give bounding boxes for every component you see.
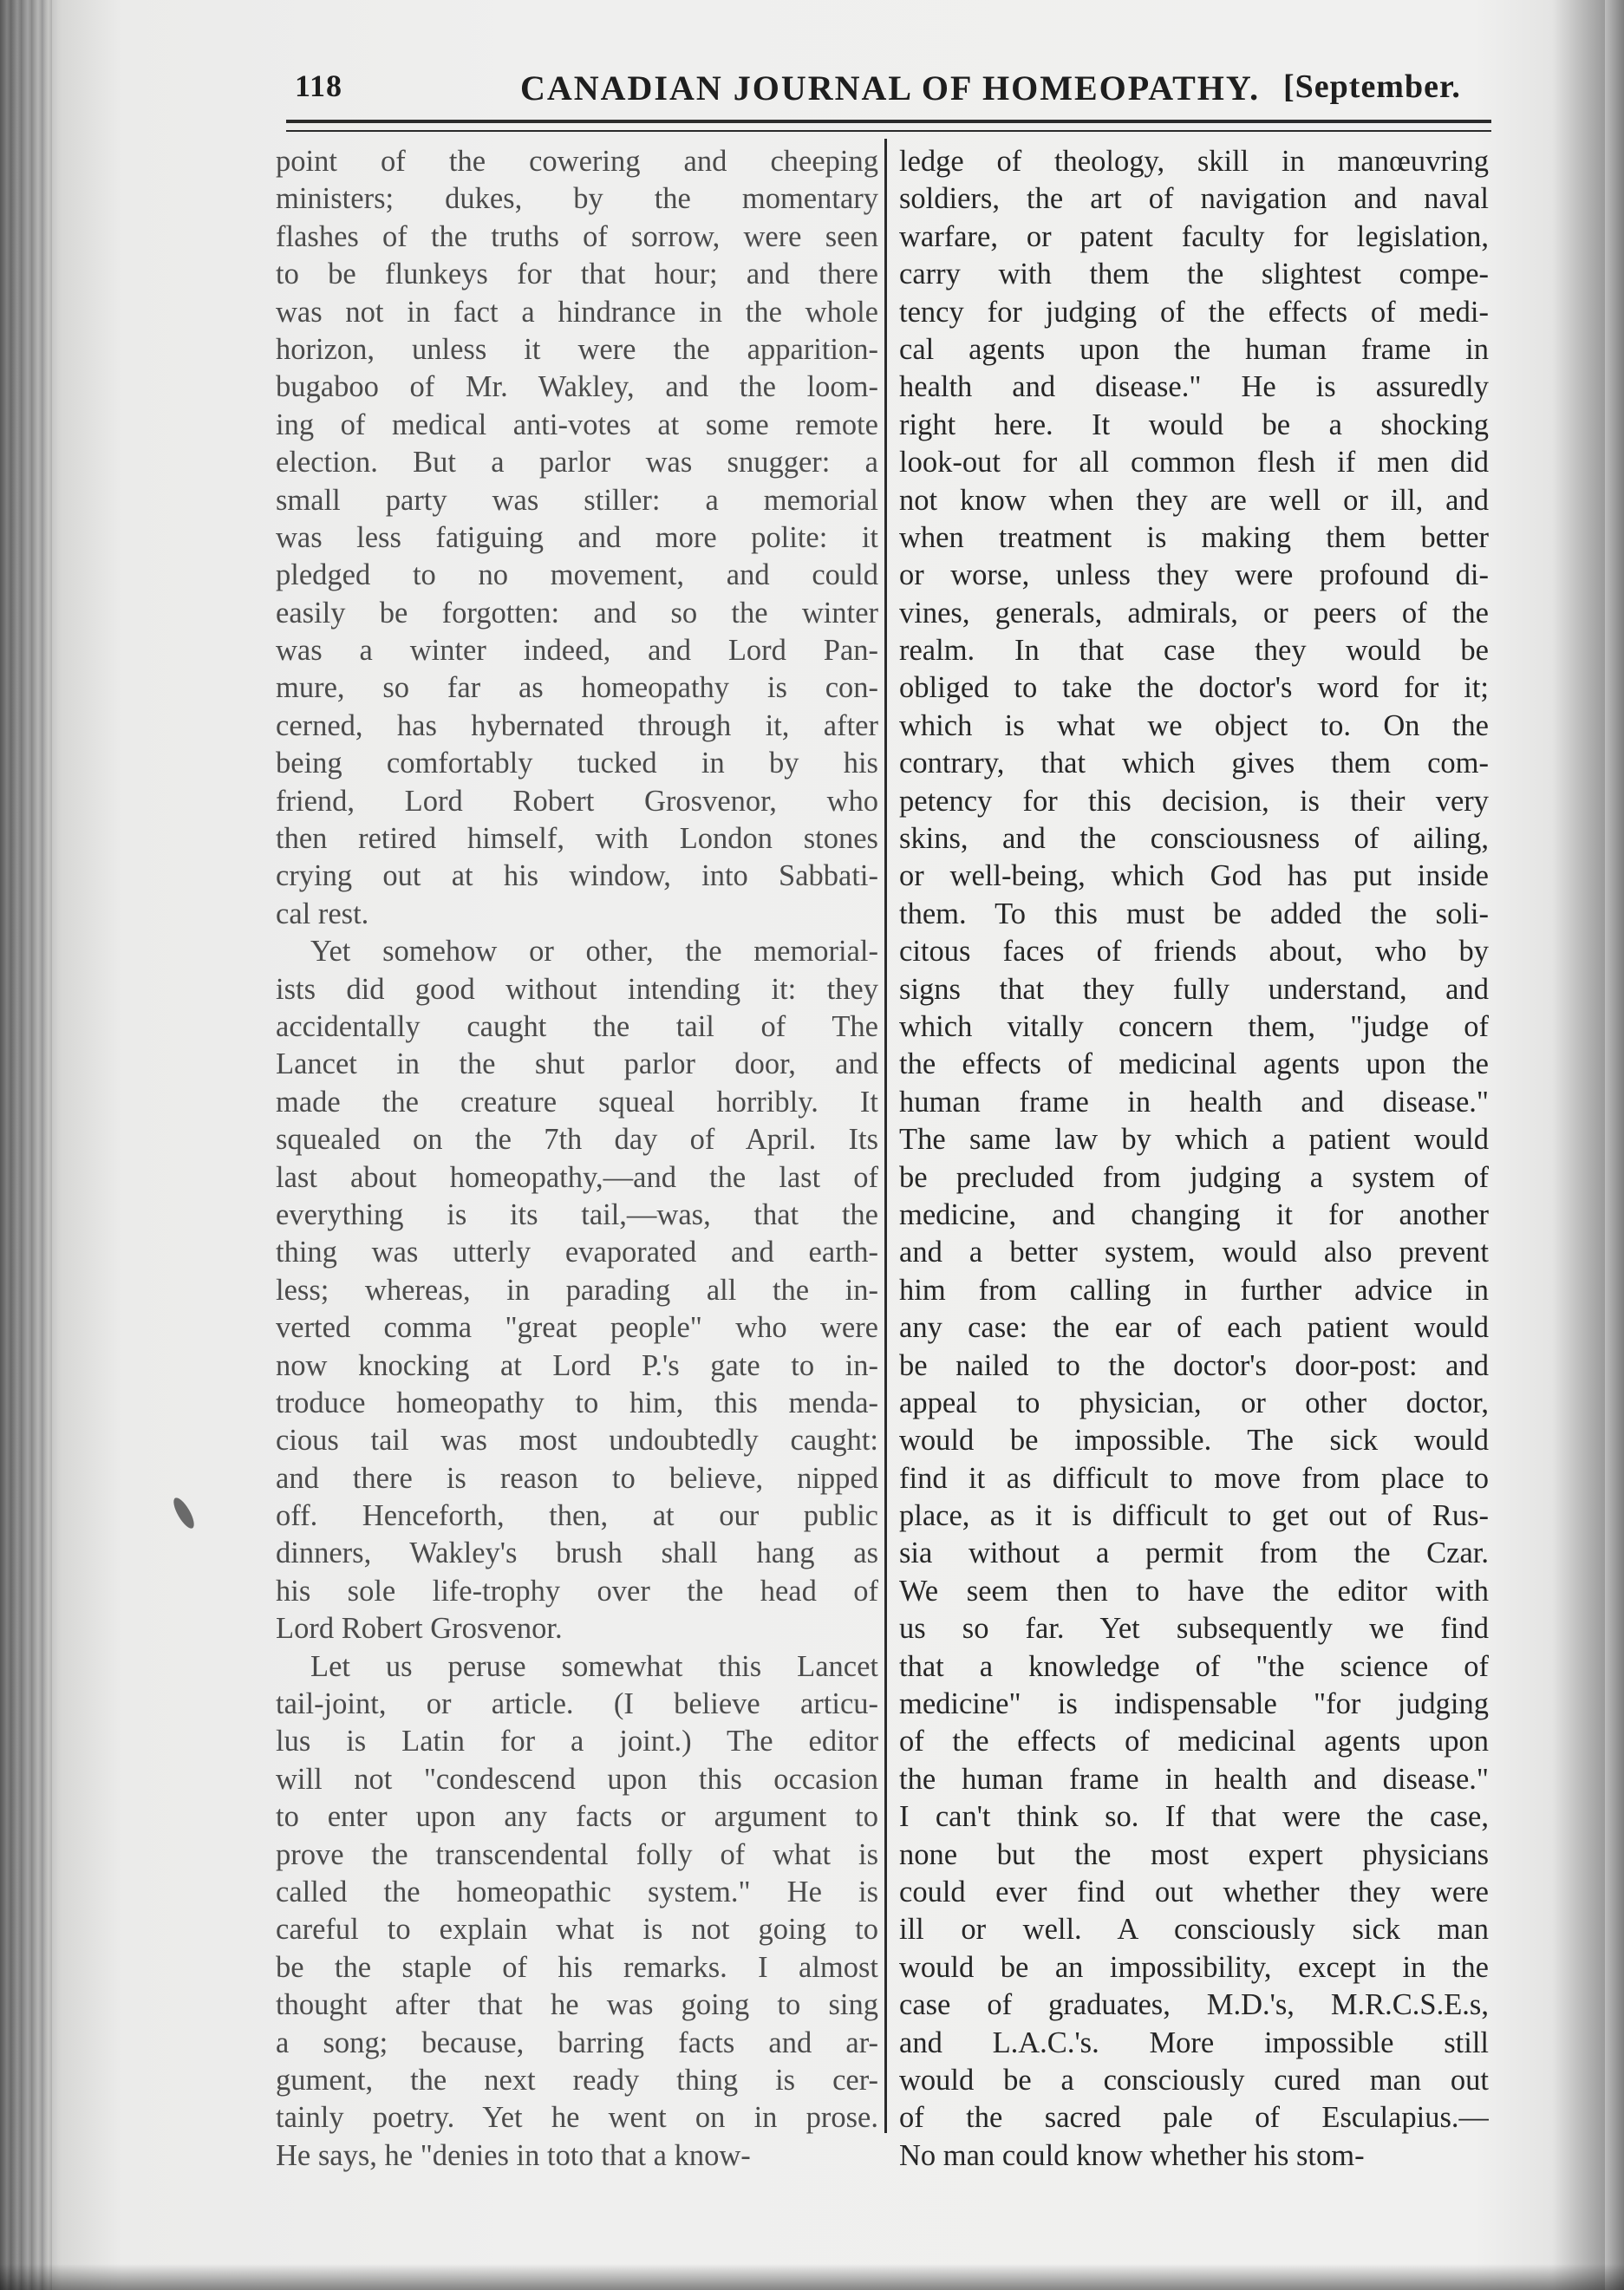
text-line: ists did good without intending it: they [276,972,878,1006]
text-line: We seem then to have the editor with [899,1574,1489,1608]
left-column [276,143,878,2175]
page-number: 118 [295,69,343,103]
text-line: He says, he "denies in toto that a know- [276,2138,751,2172]
text-line: medicine" is indispensable "for judging [899,1687,1489,1721]
text-line: easily be forgotten: and so the winter [276,596,878,630]
text-line: be precluded from judging a system of [899,1160,1489,1194]
text-line: could ever find out whether they were [899,1875,1489,1908]
text-line: any case: the ear of each patient would [899,1311,1489,1345]
text-line: which is what we object to. On the [899,708,1489,742]
text-line: was a winter indeed, and Lord Pan- [276,634,878,668]
text-line: be the staple of his remarks. I almost [276,1950,878,1984]
text-line: now knocking at Lord P.'s gate to in- [276,1348,878,1382]
text-line: everything is its tail,—was, that the [276,1197,878,1231]
text-line: less; whereas, in parading all the in- [276,1273,878,1307]
book-binding-edge [0,0,52,2290]
text-line: Yet somehow or other, the memorial- [310,935,878,969]
text-line: horizon, unless it were the apparition- [276,332,878,366]
text-line: soldiers, the art of navigation and naval [899,182,1489,216]
text-line: troduce homeopathy to him, this menda- [276,1386,878,1419]
text-line: or worse, unless they were profound di- [899,558,1489,592]
text-line: lus is Latin for a joint.) The editor [276,1725,878,1758]
text-line: tail-joint, or article. (I believe articu- [276,1687,878,1721]
page-shadow [0,2264,1624,2290]
text-line: him from calling in further advice in [899,1273,1489,1307]
text-line: them. To this must be added the soli- [899,897,1489,930]
text-line: bugaboo of Mr. Wakley, and the loom- [276,370,878,404]
journal-title: CANADIAN JOURNAL OF HOMEOPATHY. [520,69,1261,108]
text-line: election. But a parlor was snugger: a [276,446,878,480]
text-line: would be impossible. The sick would [899,1424,1489,1458]
text-line: ing of medical anti-votes at some remote [276,408,878,441]
text-line: and there is reason to believe, nipped [276,1461,878,1495]
header-rule [286,120,1491,123]
text-line: sia without a permit from the Czar. [899,1536,1489,1570]
text-line: cious tail was most undoubtedly caught: [276,1424,878,1458]
text-line: to be flunkeys for that hour; and there [276,258,878,291]
text-line: medicine, and changing it for another [899,1197,1489,1231]
text-line: cal agents upon the human frame in [899,332,1489,366]
text-line: ministers; dukes, by the momentary [276,182,878,216]
text-line: dinners, Wakley's brush shall hang as [276,1536,878,1570]
text-line: human frame in health and disease." [899,1085,1489,1119]
text-line: I can't think so. If that were the case, [899,1800,1489,1834]
text-line: and L.A.C.'s. More impossible still [899,2026,1489,2059]
text-line: contrary, that which gives them com- [899,747,1489,780]
text-line: vines, generals, admirals, or peers of the [899,596,1489,630]
text-line: small party was stiller: a memorial [276,483,878,517]
text-line: would be an impossibility, except in the [899,1950,1489,1984]
text-line: was less fatiguing and more polite: it [276,520,878,554]
text-line: carry with them the slightest compe- [899,258,1489,291]
text-line: The same law by which a patient would [899,1123,1489,1157]
text-line: would be a consciously cured man out [899,2063,1489,2097]
text-line: place, as it is difficult to get out of Rus- [899,1499,1489,1533]
text-line: petency for this decision, is their very [899,784,1489,818]
text-line: flashes of the truths of sorrow, were seen [276,219,878,253]
text-line: mure, so far as homeopathy is con- [276,671,878,705]
text-line: and a better system, would also prevent [899,1236,1489,1269]
text-line: accidentally caught the tail of The [276,1009,878,1043]
text-line: was not in fact a hindrance in the whole [276,295,878,329]
text-line: when treatment is making them better [899,520,1489,554]
text-line: thing was utterly evaporated and earth- [276,1236,878,1269]
text-line: will not "condescend upon this occasion [276,1762,878,1796]
text-line: signs that they fully understand, and [899,972,1489,1006]
text-line: warfare, or patent faculty for legislation, [899,219,1489,253]
running-head [295,68,1491,120]
text-line: health and disease." He is assuredly [899,370,1489,404]
text-line: appeal to physician, or other doctor, [899,1386,1489,1419]
header-rule-thin [286,130,1491,132]
text-line: tainly poetry. Yet he went on in prose. [276,2101,878,2135]
text-line: crying out at his window, into Sabbati- [276,859,878,893]
page-edge [1605,0,1624,2290]
text-line: find it as difficult to move from place to [899,1461,1489,1495]
text-line: a song; because, barring facts and ar- [276,2026,878,2059]
text-line: the effects of medicinal agents upon the [899,1047,1489,1081]
text-line: careful to explain what is not going to [276,1913,878,1947]
text-line: or well-being, which God has put inside [899,859,1489,893]
text-line: realm. In that case they would be [899,634,1489,668]
text-line: us so far. Yet subsequently we find [899,1612,1489,1646]
right-column [899,143,1489,2175]
text-line: citous faces of friends about, who by [899,935,1489,969]
text-line: of the sacred pale of Esculapius.— [899,2101,1489,2135]
text-line: case of graduates, M.D.'s, M.R.C.S.E.s, [899,1988,1489,2022]
text-line: called the homeopathic system." He is [276,1875,878,1908]
text-line: thought after that he was going to sing [276,1988,878,2022]
text-line: off. Henceforth, then, at our public [276,1499,878,1533]
text-line: No man could know whether his stom- [899,2138,1365,2172]
text-line: then retired himself, with London stones [276,822,878,856]
text-line: Lord Robert Grosvenor. [276,1612,563,1646]
text-line: be nailed to the doctor's door-post: and [899,1348,1489,1382]
text-line: verted comma "great people" who were [276,1311,878,1345]
text-line: pledged to no movement, and could [276,558,878,592]
text-line: tency for judging of the effects of medi- [899,295,1489,329]
text-line: which vitally concern them, "judge of [899,1009,1489,1043]
text-line: ill or well. A consciously sick man [899,1913,1489,1947]
issue-month: [September. [1283,69,1461,105]
text-line: not know when they are well or ill, and [899,483,1489,517]
text-line: ledge of theology, skill in manœuvring [899,145,1489,178]
text-line: of the effects of medicinal agents upon [899,1725,1489,1758]
text-line: squealed on the 7th day of April. Its [276,1123,878,1157]
text-line: that a knowledge of "the science of [899,1649,1489,1683]
text-line: right here. It would be a shocking [899,408,1489,441]
text-line: to enter upon any facts or argument to [276,1800,878,1834]
text-line: Let us peruse somewhat this Lancet [310,1649,878,1683]
text-line: his sole life-trophy over the head of [276,1574,878,1608]
text-line: cerned, has hybernated through it, after [276,708,878,742]
text-line: point of the cowering and cheeping [276,145,878,178]
column-divider [884,139,887,2133]
text-line: skins, and the consciousness of ailing, [899,822,1489,856]
text-line: prove the transcendental folly of what is [276,1837,878,1871]
text-line: look-out for all common flesh if men did [899,446,1489,480]
text-line: made the creature squeal horribly. It [276,1085,878,1119]
text-line: being comfortably tucked in by his [276,747,878,780]
ink-blot [170,1495,198,1531]
text-line: obliged to take the doctor's word for it; [899,671,1489,705]
text-line: cal rest. [276,897,369,930]
text-line: none but the most expert physicians [899,1837,1489,1871]
text-line: friend, Lord Robert Grosvenor, who [276,784,878,818]
text-line: gument, the next ready thing is cer- [276,2063,878,2097]
text-line: last about homeopathy,—and the last of [276,1160,878,1194]
text-line: Lancet in the shut parlor door, and [276,1047,878,1081]
text-line: the human frame in health and disease." [899,1762,1489,1796]
